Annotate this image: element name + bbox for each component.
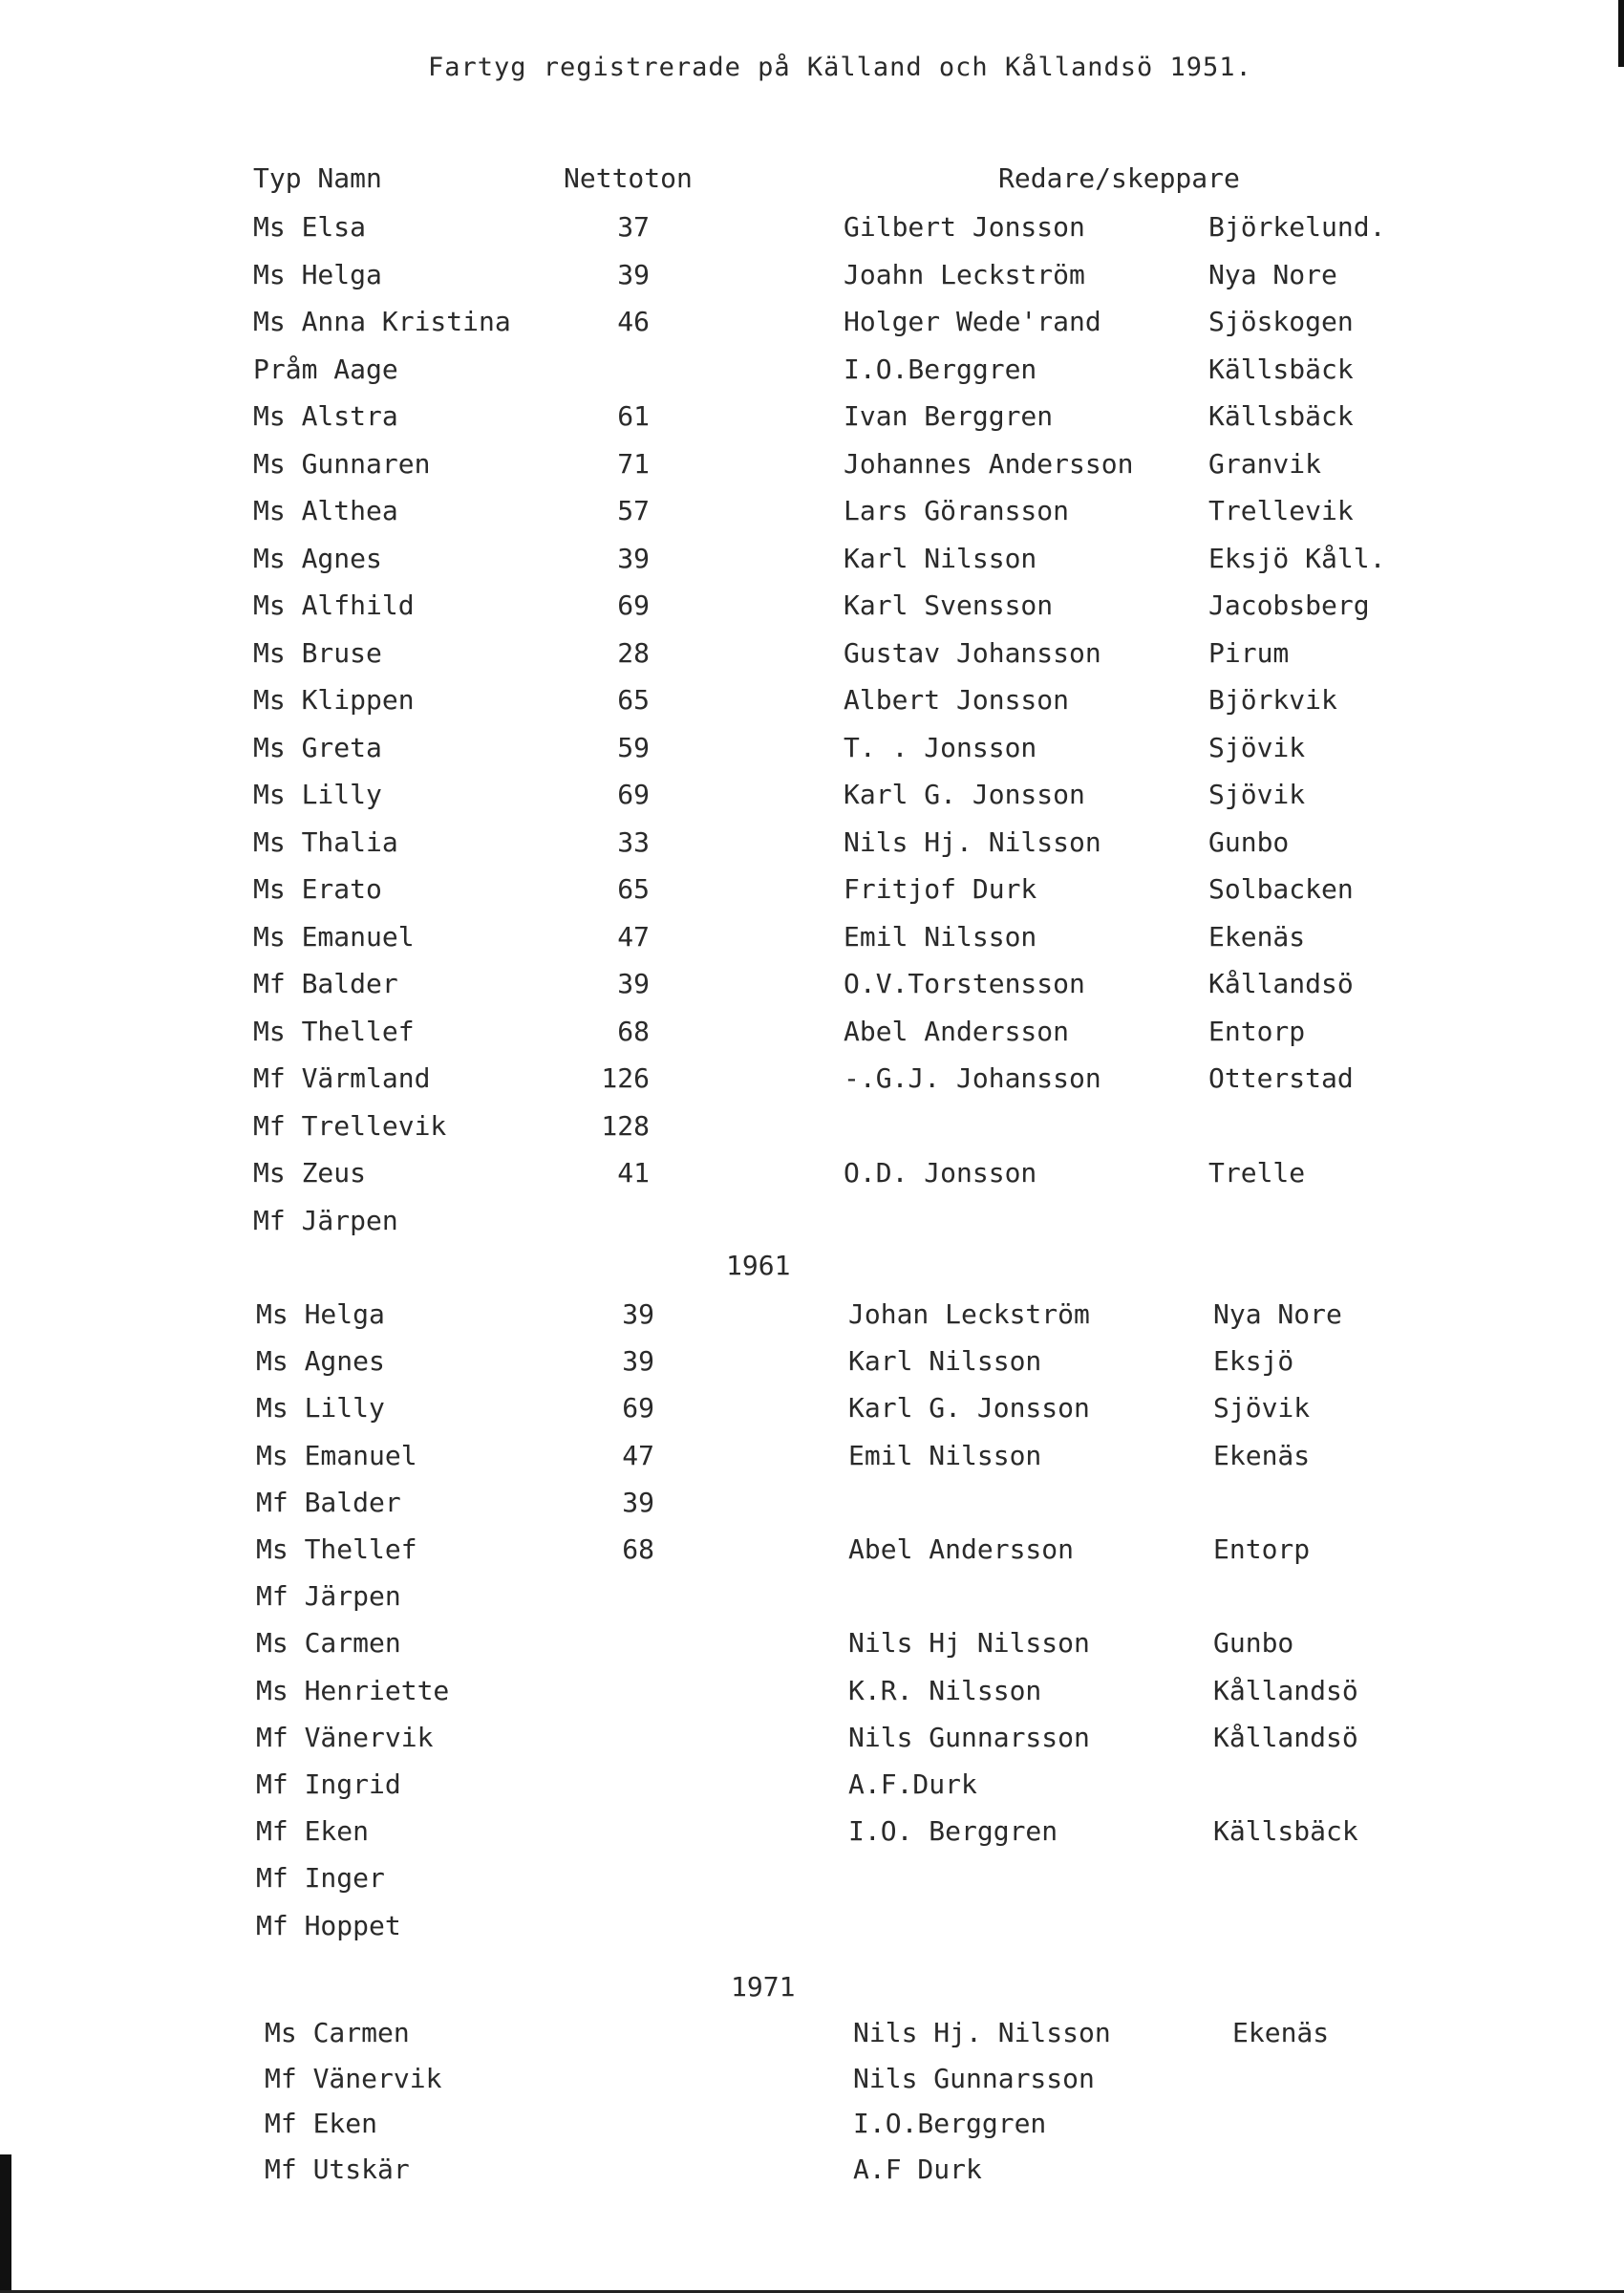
cell-name: Ms Helga [256, 1298, 385, 1330]
cell-ton: 68 [622, 1533, 654, 1565]
cell-owner: Nils Hj. Nilsson [853, 2017, 1111, 2048]
table-row [0, 1013, 1624, 1059]
cell-name: Mf Eken [256, 1815, 370, 1847]
cell-owner: A.F Durk [853, 2154, 982, 2185]
cell-owner: T. . Jonsson [844, 732, 1037, 763]
cell-ton: 61 [617, 400, 650, 432]
cell-place: Källsbäck [1208, 354, 1354, 385]
cell-name: Mf Värmland [253, 1062, 431, 1094]
cell-owner: O.V.Torstensson [844, 968, 1085, 999]
cell-ton: 59 [617, 732, 650, 763]
cell-owner: -.G.J. Johansson [844, 1062, 1101, 1094]
cell-place: Kållandsö [1208, 968, 1354, 999]
table-row [0, 1389, 1624, 1435]
table-row [0, 540, 1624, 586]
cell-owner: A.F.Durk [848, 1768, 977, 1800]
cell-name: Pråm Aage [253, 354, 398, 385]
cell-owner: Karl G. Jonsson [844, 779, 1085, 810]
cell-ton: 37 [617, 211, 650, 243]
cell-name: Ms Zeus [253, 1157, 367, 1189]
cell-name: Ms Agnes [253, 543, 382, 574]
cell-place: Kållandsö [1213, 1722, 1358, 1753]
table-row [0, 1577, 1624, 1623]
cell-place: Ekenäs [1213, 1440, 1311, 1471]
cell-name: Ms Agnes [256, 1345, 385, 1377]
cell-name: Ms Gunnaren [253, 448, 431, 480]
cell-place: Entorp [1213, 1533, 1311, 1565]
cell-place: Sjövik [1208, 732, 1306, 763]
cell-ton: 69 [617, 589, 650, 621]
table-row [0, 1812, 1624, 1858]
table-row [0, 1859, 1624, 1905]
table-row [0, 2105, 1624, 2151]
section-year-1961: 1961 [726, 1250, 791, 1281]
table-row [0, 634, 1624, 680]
cell-name: Ms Elsa [253, 211, 367, 243]
cell-place: Trelle [1208, 1157, 1306, 1189]
cell-owner: Joahn Leckström [844, 259, 1085, 290]
cell-owner: Nils Hj. Nilsson [844, 826, 1101, 858]
cell-owner: Abel Andersson [844, 1016, 1070, 1047]
table-row [0, 1907, 1624, 1953]
cell-name: Mf Vänervik [265, 2063, 442, 2094]
cell-name: Mf Järpen [256, 1580, 401, 1612]
table-row [0, 729, 1624, 775]
table-row [0, 1154, 1624, 1200]
header-nettoton: Nettoton [564, 162, 693, 194]
cell-place: Källsbäck [1208, 400, 1354, 432]
cell-place: Ekenäs [1232, 2017, 1330, 2048]
cell-name: Ms Emanuel [256, 1440, 417, 1471]
scan-edge-left [0, 2154, 11, 2293]
cell-place: Kållandsö [1213, 1675, 1358, 1706]
cell-owner: Nils Hj Nilsson [848, 1627, 1090, 1659]
cell-name: Ms Alfhild [253, 589, 415, 621]
cell-owner: I.O. Berggren [848, 1815, 1058, 1847]
cell-owner: Albert Jonsson [844, 684, 1070, 716]
cell-place: Gunbo [1208, 826, 1290, 858]
cell-owner: Karl G. Jonsson [848, 1392, 1090, 1424]
cell-owner: K.R. Nilsson [848, 1675, 1042, 1706]
cell-name: Ms Helga [253, 259, 382, 290]
cell-owner: Fritjof Durk [844, 873, 1037, 905]
cell-name: Ms Thellef [253, 1016, 415, 1047]
table-row [0, 445, 1624, 491]
cell-place: Trellevik [1208, 495, 1354, 526]
cell-name: Ms Anna Kristina [253, 306, 511, 337]
table-row [0, 1296, 1624, 1341]
cell-ton: 65 [617, 873, 650, 905]
cell-place: Otterstad [1208, 1062, 1354, 1094]
table-row [0, 1060, 1624, 1105]
table-row [0, 870, 1624, 916]
cell-place: Björkelund. [1208, 211, 1386, 243]
table-row [0, 681, 1624, 727]
cell-place: Sjövik [1208, 779, 1306, 810]
table-row [0, 397, 1624, 443]
cell-owner: I.O.Berggren [853, 2108, 1047, 2139]
cell-name: Ms Carmen [256, 1627, 401, 1659]
cell-place: Nya Nore [1208, 259, 1337, 290]
cell-place: Eksjö [1213, 1345, 1294, 1377]
table-row [0, 965, 1624, 1011]
cell-ton: 65 [617, 684, 650, 716]
cell-ton: 33 [617, 826, 650, 858]
cell-owner: Lars Göransson [844, 495, 1070, 526]
cell-ton: 28 [617, 637, 650, 669]
cell-ton: 68 [617, 1016, 650, 1047]
cell-owner: Karl Nilsson [848, 1345, 1042, 1377]
cell-ton: 39 [617, 968, 650, 999]
table-row [0, 2060, 1624, 2106]
table-row [0, 1624, 1624, 1670]
cell-name: Ms Alstra [253, 400, 398, 432]
cell-owner: Nils Gunnarsson [848, 1722, 1090, 1753]
cell-place: Solbacken [1208, 873, 1354, 905]
cell-ton: 39 [622, 1298, 654, 1330]
cell-name: Mf Ingrid [256, 1768, 401, 1800]
cell-place: Jacobsberg [1208, 589, 1370, 621]
cell-owner: Emil Nilsson [844, 921, 1037, 953]
cell-place: Källsbäck [1213, 1815, 1358, 1847]
cell-place: Sjövik [1213, 1392, 1311, 1424]
table-row [0, 776, 1624, 822]
cell-ton: 69 [617, 779, 650, 810]
cell-owner: Gilbert Jonsson [844, 211, 1085, 243]
header-typ-namn: Typ Namn [253, 162, 382, 194]
cell-place: Granvik [1208, 448, 1322, 480]
cell-owner: Karl Nilsson [844, 543, 1037, 574]
table-row [0, 1531, 1624, 1576]
table-row [0, 587, 1624, 632]
cell-place: Pirum [1208, 637, 1290, 669]
table-row [0, 1107, 1624, 1153]
cell-place: Entorp [1208, 1016, 1306, 1047]
cell-name: Mf Utskär [265, 2154, 410, 2185]
cell-owner: Holger Wede'rand [844, 306, 1101, 337]
cell-ton: 39 [617, 543, 650, 574]
table-row [0, 1437, 1624, 1483]
cell-name: Ms Greta [253, 732, 382, 763]
cell-name: Mf Balder [253, 968, 398, 999]
cell-owner: I.O.Berggren [844, 354, 1037, 385]
cell-place: Sjöskogen [1208, 306, 1354, 337]
cell-name: Ms Bruse [253, 637, 382, 669]
cell-name: Mf Hoppet [256, 1910, 401, 1941]
cell-name: Ms Erato [253, 873, 382, 905]
table-row [0, 824, 1624, 869]
cell-ton: 46 [617, 306, 650, 337]
table-row [0, 256, 1624, 302]
cell-ton: 39 [622, 1345, 654, 1377]
table-row [0, 208, 1624, 254]
cell-name: Ms Carmen [265, 2017, 410, 2048]
cell-ton: 39 [617, 259, 650, 290]
cell-owner: Nils Gunnarsson [853, 2063, 1095, 2094]
cell-place: Björkvik [1208, 684, 1337, 716]
cell-name: Ms Emanuel [253, 921, 415, 953]
table-row [0, 1766, 1624, 1811]
cell-owner: Karl Svensson [844, 589, 1054, 621]
cell-place: Gunbo [1213, 1627, 1294, 1659]
cell-name: Mf Trellevik [253, 1110, 447, 1142]
cell-ton: 128 [601, 1110, 650, 1142]
cell-name: Ms Henriette [256, 1675, 450, 1706]
cell-name: Ms Lilly [253, 779, 382, 810]
table-row [0, 492, 1624, 538]
cell-name: Mf Vänervik [256, 1722, 434, 1753]
cell-ton: 41 [617, 1157, 650, 1189]
cell-owner: Emil Nilsson [848, 1440, 1042, 1471]
page-title: Fartyg registrerade på Källand och Kållandsö 1951. [428, 53, 1252, 82]
cell-name: Ms Althea [253, 495, 398, 526]
cell-name: Ms Lilly [256, 1392, 385, 1424]
cell-owner: Ivan Berggren [844, 400, 1054, 432]
table-row [0, 1719, 1624, 1765]
table-row [0, 1202, 1624, 1248]
cell-ton: 47 [617, 921, 650, 953]
table-row [0, 351, 1624, 396]
cell-name: Ms Thalia [253, 826, 398, 858]
section-year-1971: 1971 [731, 1971, 796, 2003]
cell-ton: 71 [617, 448, 650, 480]
cell-name: Mf Balder [256, 1487, 401, 1518]
cell-owner: Johannes Andersson [844, 448, 1134, 480]
cell-place: Nya Nore [1213, 1298, 1342, 1330]
scan-edge-top [1618, 0, 1624, 67]
cell-ton: 47 [622, 1440, 654, 1471]
cell-name: Mf Eken [265, 2108, 378, 2139]
table-row [0, 1342, 1624, 1388]
cell-name: Ms Thellef [256, 1533, 417, 1565]
cell-owner: Gustav Johansson [844, 637, 1101, 669]
cell-ton: 69 [622, 1392, 654, 1424]
table-row [0, 2014, 1624, 2060]
cell-name: Mf Järpen [253, 1205, 398, 1236]
table-row [0, 918, 1624, 964]
table-row [0, 1484, 1624, 1530]
header-redare: Redare/skeppare [998, 162, 1240, 194]
table-row [0, 303, 1624, 349]
cell-owner: O.D. Jonsson [844, 1157, 1037, 1189]
cell-name: Ms Klippen [253, 684, 415, 716]
cell-owner: Johan Leckström [848, 1298, 1090, 1330]
cell-ton: 126 [601, 1062, 650, 1094]
cell-place: Ekenäs [1208, 921, 1306, 953]
cell-owner: Abel Andersson [848, 1533, 1075, 1565]
table-row [0, 2151, 1624, 2197]
cell-ton: 57 [617, 495, 650, 526]
cell-ton: 39 [622, 1487, 654, 1518]
cell-name: Mf Inger [256, 1862, 385, 1894]
table-row [0, 1672, 1624, 1718]
cell-place: Eksjö Kåll. [1208, 543, 1386, 574]
